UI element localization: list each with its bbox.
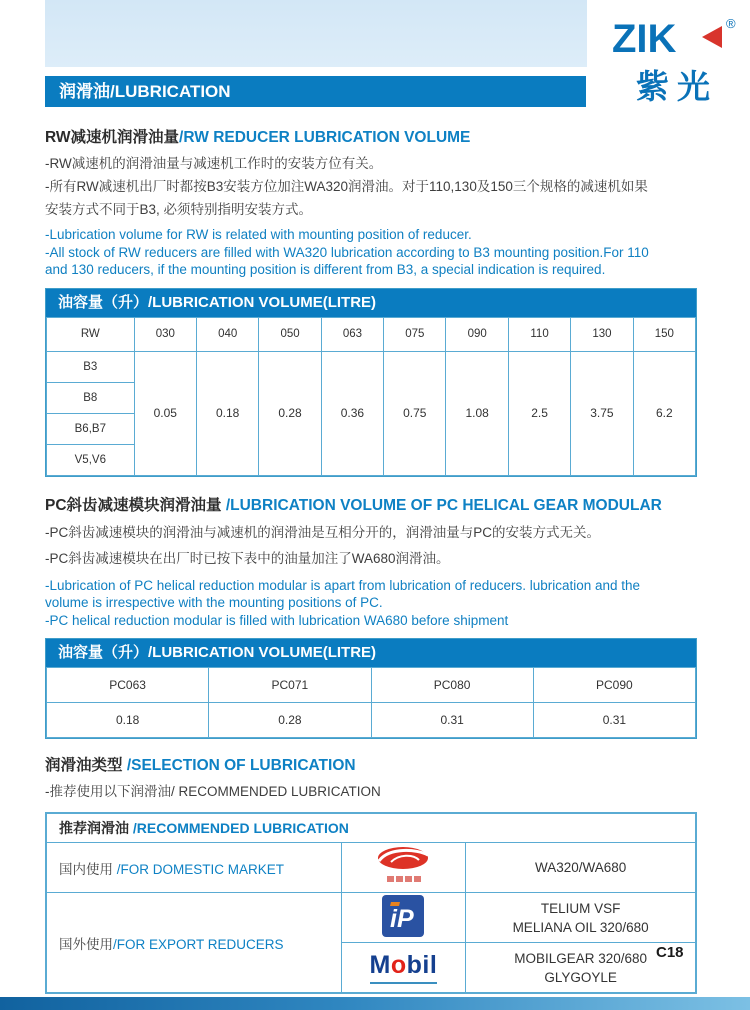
rw-value-040: 0.18 [196,351,258,475]
rw-value-075: 0.75 [384,351,446,475]
domestic-oil-brand-logo [369,845,437,887]
section-title-rw-en: /RW REDUCER LUBRICATION VOLUME [179,129,471,146]
section-title-selection [45,753,697,775]
mobil-letter-o: o [390,951,407,979]
footer-decor-bar [0,997,750,1010]
rw-note-zh-1: -RW减速机的润滑油量与减速机工作时的安装方位有关。 [45,156,383,171]
rw-col-130: 130 [571,317,633,351]
recommended-lubrication-table [45,812,697,994]
rw-col-075: 075 [384,317,446,351]
zik-red-triangle [702,26,722,48]
registered-mark: ® [726,16,736,31]
rw-col-040: 040 [196,317,258,351]
rw-note-zh-3: 安装方式不同于B3, 必须特别指明安装方式。 [45,202,313,217]
rw-value-150: 6.2 [633,351,695,475]
section-title-pc-en: /LUBRICATION VOLUME OF PC HELICAL GEAR MODULAR [225,496,662,514]
pc-col-090: PC090 [533,668,695,703]
ip-brand-cell [341,893,466,943]
domestic-market-label [47,843,342,893]
rw-row-label-b6b7: B6,B7 [47,413,135,444]
brand-cjk-name: 紫光 [636,68,718,105]
ip-oil-line2: MELIANA OIL 320/680 [512,919,649,935]
pc-note-en [45,577,697,630]
page-content [45,121,697,994]
rw-note-en-1: -Lubrication volume for RW is related with mounting position of reducer. [45,227,472,242]
ip-logo [381,894,425,938]
rw-col-150: 150 [633,317,695,351]
pc-note-en-1: -Lubrication of PC helical reduction modular is apart from lubrication of reducers. lubrication and the [45,577,641,593]
rw-table-header-row [47,317,696,351]
rw-col-063: 063 [321,317,383,351]
pc-note-en-3: -PC helical reduction modular is filled with lubrication WA680 before shipment [45,612,509,628]
page-number: C18 [656,944,684,961]
mobil-letter-m: M [369,951,391,979]
page-banner [45,76,586,107]
rw-col-030: 030 [134,317,196,351]
pc-table-header-row [47,668,696,703]
header-decor-box [45,0,587,67]
zik-logo-icon [598,14,748,60]
rw-volume-table [45,288,697,477]
brand-logo [598,14,748,108]
rw-col-050: 050 [259,317,321,351]
rw-note-en [45,226,697,279]
pc-note-zh-1: -PC斜齿减速模块的润滑油与减速机的润滑油是互相分开的，润滑油量与PC的安装方式无关。 [45,524,601,540]
table-row [47,893,696,943]
pc-note-zh-2: -PC斜齿减速模块在出厂时已按下表中的油量加注了WA680润滑油。 [45,550,450,566]
rw-value-063: 0.36 [321,351,383,475]
banner-title: 润滑油/LUBRICATION [59,82,231,101]
mobil-letters-bil: bil [406,951,438,979]
rw-col-header: RW [47,317,135,351]
rw-value-130: 3.75 [571,351,633,475]
recommended-header-en: /RECOMMENDED LUBRICATION [132,820,349,836]
export-label-en: /FOR EXPORT REDUCERS [113,936,284,952]
domestic-label-zh: 国内使用 [59,861,117,877]
rw-row-label-b8: B8 [47,382,135,413]
recommended-header-cell [47,814,696,843]
rw-note-en-3: and 130 reducers, if the mounting position is different from B3, a special indication is required. [45,262,606,277]
export-label-zh: 国外使用 [59,936,113,952]
section-title-rw [45,125,697,147]
ip-oil-cell [466,893,696,943]
pc-value-080: 0.31 [371,703,533,738]
domestic-label-en: /FOR DOMESTIC MARKET [116,861,285,877]
pc-table-title-bar: 油容量（升）/LUBRICATION VOLUME(LITRE) [46,639,696,667]
recommended-header-row [47,814,696,843]
svg-text:iP: iP [390,905,415,933]
mobil-brand-cell [341,943,466,993]
rw-value-110: 2.5 [508,351,570,475]
section-title-selection-en: /SELECTION OF LUBRICATION [126,757,356,774]
selection-note: -推荐使用以下润滑油/ RECOMMENDED LUBRICATION [45,784,381,799]
rw-row-label-v5v6: V5,V6 [47,444,135,475]
pc-col-071: PC071 [209,668,371,703]
rw-value-050: 0.28 [259,351,321,475]
rw-note-zh-2: -所有RW减速机出厂时都按B3安装方位加注WA320润滑油。对于110,130及150三个规格的减速机如果 [45,179,648,194]
section-title-pc [45,493,697,515]
domestic-oil-cell: WA320/WA680 [466,843,696,893]
section-title-pc-zh: PC斜齿减速模块润滑油量 [45,496,226,514]
table-row [47,703,696,738]
pc-value-063: 0.18 [47,703,209,738]
section-title-rw-zh: RW减速机润滑油量 [45,129,180,146]
pc-col-063: PC063 [47,668,209,703]
table-row [47,351,696,382]
recommended-header-zh: 推荐润滑油 [59,820,133,836]
pc-col-080: PC080 [371,668,533,703]
mobil-oil-line2: GLYGOYLE [544,969,617,985]
svg-text:ZIK: ZIK [612,17,677,60]
rw-table-title-bar: 油容量（升）/LUBRICATION VOLUME(LITRE) [46,289,696,317]
mobil-oil-line1: MOBILGEAR 320/680 [514,950,648,966]
section-title-selection-zh: 润滑油类型 [45,757,127,774]
export-market-label [47,893,342,993]
pc-volume-table [45,638,697,739]
rw-col-090: 090 [446,317,508,351]
mobil-logo [370,951,438,984]
ip-oil-line1: TELIUM VSF [540,900,621,916]
pc-note-en-2: volume is irrespective with the mounting positions of PC. [45,595,383,610]
rw-value-030: 0.05 [134,351,196,475]
pc-value-090: 0.31 [533,703,695,738]
rw-row-label-b3: B3 [47,351,135,382]
domestic-brand-cell [341,843,466,893]
rw-col-110: 110 [508,317,570,351]
table-row [47,843,696,893]
rw-value-090: 1.08 [446,351,508,475]
pc-value-071: 0.28 [209,703,371,738]
rw-note-en-2: -All stock of RW reducers are filled with WA320 lubrication according to B3 mounting position.For 110 [45,244,649,260]
